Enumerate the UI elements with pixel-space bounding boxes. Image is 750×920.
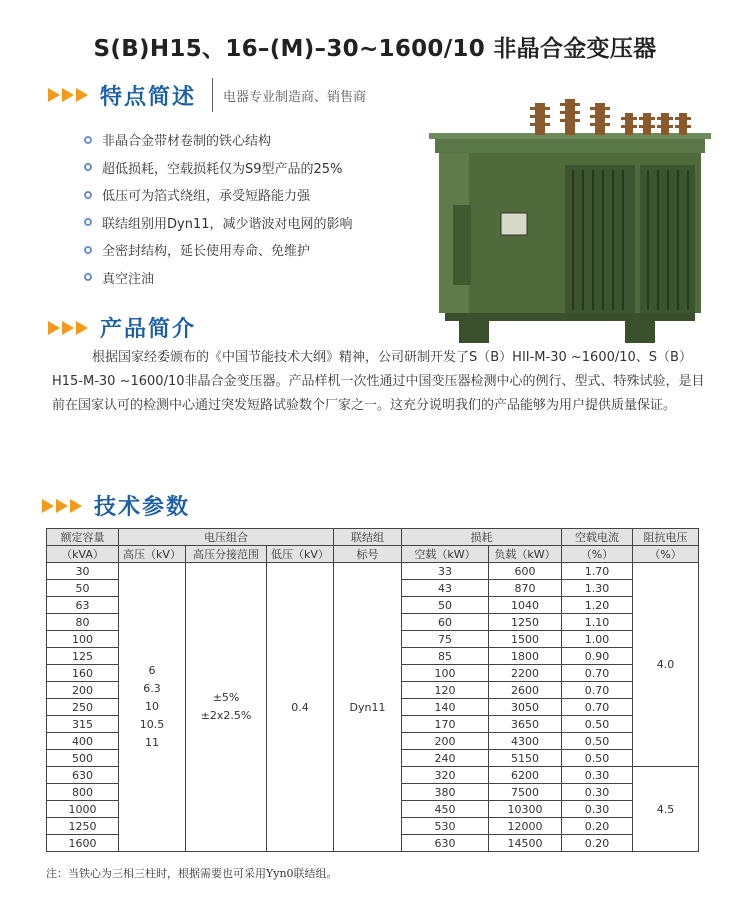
feature-item: 非晶合金带材卷制的铁心结构	[84, 126, 353, 154]
bullet-icon	[84, 246, 92, 254]
cell-kva: 315	[47, 716, 119, 733]
th-current-unit: （%）	[562, 546, 633, 563]
th-lv: 低压（kV）	[267, 546, 334, 563]
cell-load: 1250	[489, 614, 562, 631]
th-connection: 联结组	[334, 529, 402, 546]
cell-kva: 800	[47, 784, 119, 801]
th-connection-2: 标号	[334, 546, 402, 563]
feature-item: 超低损耗，空载损耗仅为S9型产品的25%	[84, 154, 353, 182]
cell-impedance: 4.0	[633, 563, 699, 767]
hv-value: 11	[145, 736, 159, 749]
feature-item: 低压可为箔式绕组，承受短路能力强	[84, 181, 353, 209]
cell-current: 0.30	[562, 801, 633, 818]
section-divider	[212, 78, 213, 112]
cell-kva: 30	[47, 563, 119, 580]
cell-load: 870	[489, 580, 562, 597]
th-voltage-group: 电压组合	[119, 529, 334, 546]
cell-noload: 630	[402, 835, 489, 852]
cell-noload: 140	[402, 699, 489, 716]
tap-value: ±5%	[212, 691, 240, 704]
cell-noload: 240	[402, 750, 489, 767]
cell-load: 2600	[489, 682, 562, 699]
cell-kva: 125	[47, 648, 119, 665]
th-hv: 高压（kV）	[119, 546, 186, 563]
cell-load: 10300	[489, 801, 562, 818]
intro-paragraph: 根据国家经委颁布的《中国节能技术大纲》精神，公司研制开发了S（B）HII-M-30 ~1600/10、S（B）H15-M-30 ~1600/10非晶合金变压器。产品样机一次性通过中国变压器检测中心的例行、型式、特殊试验，是目前在国家认可的检测中心通过突发短路试验数个厂家之一。这充分说明我们的产品能够为用户提供质量保证。	[52, 350, 705, 413]
cell-connection: Dyn11	[334, 563, 402, 852]
tech-section-header	[42, 490, 190, 521]
cell-kva: 1250	[47, 818, 119, 835]
bullet-icon	[84, 163, 92, 171]
cell-load: 3650	[489, 716, 562, 733]
feature-list	[84, 126, 353, 291]
th-noload: 空载（kW）	[402, 546, 489, 563]
features-section-subtitle: 电器专业制造商、销售商	[223, 89, 367, 105]
bullet-icon	[84, 191, 92, 199]
cell-kva: 80	[47, 614, 119, 631]
th-loss: 损耗	[402, 529, 562, 546]
th-load: 负载（kW）	[489, 546, 562, 563]
spec-table	[46, 528, 699, 852]
cell-load: 14500	[489, 835, 562, 852]
triple-arrow-icon	[42, 499, 84, 513]
cell-current: 0.30	[562, 767, 633, 784]
th-current: 空载电流	[562, 529, 633, 546]
hv-value: 10	[145, 700, 159, 713]
features-section-header	[48, 78, 366, 112]
cell-kva: 1600	[47, 835, 119, 852]
feature-item: 全密封结构，延长使用寿命、免维护	[84, 236, 353, 264]
th-tap: 高压分接范围	[186, 546, 267, 563]
hv-value: 10.5	[139, 718, 165, 731]
th-capacity-unit: （kVA）	[47, 546, 119, 563]
table-row	[47, 563, 699, 580]
cell-current: 0.50	[562, 733, 633, 750]
cell-noload: 170	[402, 716, 489, 733]
feature-item: 真空注油	[84, 264, 353, 292]
cell-noload: 530	[402, 818, 489, 835]
cell-kva: 1000	[47, 801, 119, 818]
cell-load: 5150	[489, 750, 562, 767]
cell-noload: 60	[402, 614, 489, 631]
th-capacity: 额定容量	[47, 529, 119, 546]
cell-kva: 200	[47, 682, 119, 699]
cell-load: 1800	[489, 648, 562, 665]
cell-load: 1040	[489, 597, 562, 614]
feature-item: 联结组别用Dyn11，减少谐波对电网的影响	[84, 209, 353, 237]
cell-load: 7500	[489, 784, 562, 801]
bullet-icon	[84, 136, 92, 144]
cell-noload: 100	[402, 665, 489, 682]
cell-noload: 120	[402, 682, 489, 699]
cell-tap-list	[186, 563, 267, 852]
cell-load: 3050	[489, 699, 562, 716]
cell-current: 1.00	[562, 631, 633, 648]
cell-load: 2200	[489, 665, 562, 682]
cell-noload: 50	[402, 597, 489, 614]
bullet-icon	[84, 218, 92, 226]
th-impedance-unit: （%）	[633, 546, 699, 563]
cell-noload: 43	[402, 580, 489, 597]
transformer-photo	[425, 95, 715, 350]
tech-section-title: 技术参数	[94, 495, 191, 520]
cell-hv-list	[119, 563, 186, 852]
th-impedance: 阻抗电压	[633, 529, 699, 546]
hv-value: 6	[148, 664, 156, 677]
cell-noload: 200	[402, 733, 489, 750]
cell-impedance: 4.5	[633, 767, 699, 852]
cell-noload: 33	[402, 563, 489, 580]
cell-noload: 75	[402, 631, 489, 648]
cell-kva: 250	[47, 699, 119, 716]
cell-current: 0.70	[562, 682, 633, 699]
cell-kva: 160	[47, 665, 119, 682]
cell-current: 0.20	[562, 835, 633, 852]
cell-kva: 400	[47, 733, 119, 750]
intro-section-title: 产品简介	[100, 317, 197, 342]
cell-lv: 0.4	[267, 563, 334, 852]
footnote: 注：当铁心为三相三柱时，根据需要也可采用Yyn0联结组。	[46, 867, 338, 880]
cell-noload: 320	[402, 767, 489, 784]
cell-current: 1.20	[562, 597, 633, 614]
cell-current: 1.10	[562, 614, 633, 631]
cell-load: 4300	[489, 733, 562, 750]
hv-value: 6.3	[143, 682, 161, 695]
cell-load: 1500	[489, 631, 562, 648]
page-title: S(B)H15、16–(M)–30~1600/10 非晶合金变压器	[93, 36, 657, 62]
cell-noload: 85	[402, 648, 489, 665]
cell-current: 0.20	[562, 818, 633, 835]
cell-kva: 500	[47, 750, 119, 767]
cell-load: 600	[489, 563, 562, 580]
triple-arrow-icon	[48, 321, 90, 335]
intro-section-header	[48, 312, 196, 343]
bullet-icon	[84, 273, 92, 281]
cell-load: 6200	[489, 767, 562, 784]
cell-kva: 50	[47, 580, 119, 597]
cell-current: 0.70	[562, 699, 633, 716]
cell-current: 1.30	[562, 580, 633, 597]
cell-current: 0.90	[562, 648, 633, 665]
cell-kva: 100	[47, 631, 119, 648]
cell-current: 0.50	[562, 716, 633, 733]
cell-current: 1.70	[562, 563, 633, 580]
cell-current: 0.70	[562, 665, 633, 682]
triple-arrow-icon	[48, 88, 90, 102]
cell-current: 0.50	[562, 750, 633, 767]
cell-noload: 380	[402, 784, 489, 801]
cell-current: 0.30	[562, 784, 633, 801]
cell-kva: 63	[47, 597, 119, 614]
tap-value: ±2x2.5%	[200, 709, 252, 722]
cell-noload: 450	[402, 801, 489, 818]
cell-kva: 630	[47, 767, 119, 784]
features-section-title: 特点简述	[100, 84, 197, 110]
spec-table-body	[47, 563, 699, 852]
cell-load: 12000	[489, 818, 562, 835]
